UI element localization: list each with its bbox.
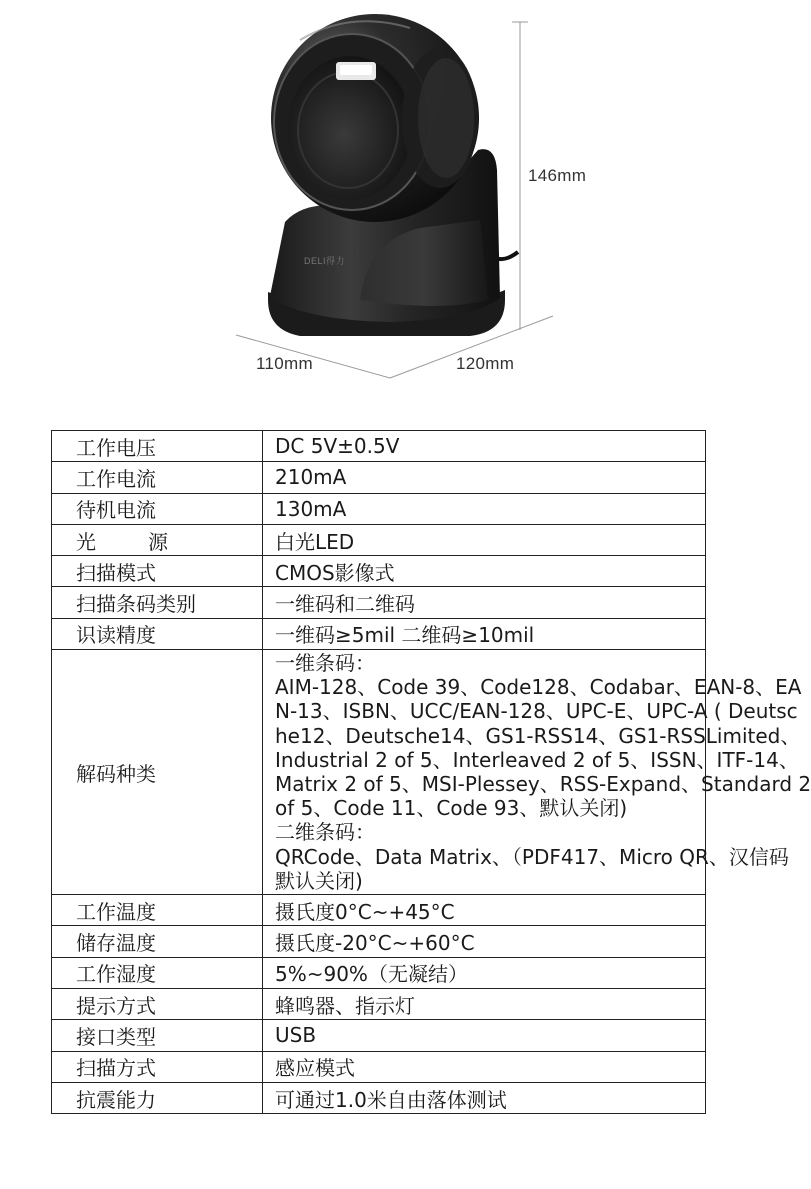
decode-line: N-13、ISBN、UCC/EAN-128、UPC-E、UPC-A ( Deutsc (275, 699, 798, 724)
decode-types-list (263, 650, 811, 895)
spec-row (52, 926, 706, 957)
spec-key: 提示方式 (52, 988, 263, 1019)
spec-table (51, 430, 811, 1114)
spec-value: CMOS影像式 (263, 556, 706, 587)
spec-key: 工作湿度 (52, 957, 263, 988)
spec-key: 抗震能力 (52, 1082, 263, 1113)
spec-value: 摄氏度0°C~+45°C (263, 895, 706, 926)
spec-key-part: 源 (148, 529, 168, 554)
spec-value: 感应模式 (263, 1051, 706, 1082)
spec-row (52, 895, 706, 926)
spec-row (52, 524, 706, 555)
scanner-illustration (0, 0, 750, 400)
spec-value: 白光LED (263, 524, 706, 555)
decode-line: 一维条码： (275, 651, 375, 676)
spec-key: 储存温度 (52, 926, 263, 957)
spec-key: 工作电压 (52, 431, 263, 462)
depth-dimension-label: 120mm (456, 354, 515, 373)
product-image (0, 0, 750, 400)
spec-row (52, 431, 706, 462)
spec-value: 摄氏度-20°C~+60°C (263, 926, 706, 957)
spec-row (52, 462, 706, 493)
spec-row-decode (52, 650, 706, 895)
decode-line: Industrial 2 of 5、Interleaved 2 of 5、ISSN、ITF-14、 (275, 747, 799, 772)
brand-logo: DELI得力 (304, 256, 346, 266)
spec-key: 工作温度 (52, 895, 263, 926)
decode-line: Matrix 2 of 5、MSI-Plessey、RSS-Expand、Standard 2 (275, 772, 811, 797)
spec-key: 工作电流 (52, 462, 263, 493)
spec-key: 接口类型 (52, 1020, 263, 1051)
spec-row (52, 618, 706, 649)
decode-line: 默认关闭) (275, 868, 363, 893)
spec-key: 解码种类 (52, 650, 263, 895)
spec-key: 识读精度 (52, 618, 263, 649)
spec-value: 130mA (263, 493, 706, 524)
decode-line: 二维条码： (275, 820, 375, 845)
spec-value: 一维码和二维码 (263, 587, 706, 618)
decode-line: of 5、Code 11、Code 93、默认关闭) (275, 796, 628, 821)
spec-row (52, 1051, 706, 1082)
spec-key: 扫描条码类别 (52, 587, 263, 618)
spec-row (52, 957, 706, 988)
spec-row (52, 988, 706, 1019)
spec-row (52, 493, 706, 524)
spec-row (52, 556, 706, 587)
spec-row (52, 1020, 706, 1051)
spec-value: 可通过1.0米自由落体测试 (263, 1082, 706, 1113)
decode-line: QRCode、Data Matrix、（PDF417、Micro QR、汉信码 (275, 844, 789, 869)
height-dimension-label: 146mm (528, 166, 587, 185)
spec-value: DC 5V±0.5V (263, 431, 706, 462)
spec-key (52, 524, 263, 555)
spec-value: 蜂鸣器、指示灯 (263, 988, 706, 1019)
spec-row (52, 587, 706, 618)
spec-key: 待机电流 (52, 493, 263, 524)
spec-key: 扫描模式 (52, 556, 263, 587)
spec-row (52, 1082, 706, 1113)
spec-value: USB (263, 1020, 706, 1051)
spec-value: 5%~90%（无凝结） (263, 957, 706, 988)
spec-key-part: 光 (76, 529, 96, 554)
spec-value: 一维码≥5mil 二维码≥10mil (263, 618, 706, 649)
decode-line: he12、Deutsche14、GS1-RSS14、GS1-RSSLimited、 (275, 723, 801, 748)
decode-line: AIM-128、Code 39、Code128、Codabar、EAN-8、EA (275, 675, 802, 700)
spec-key: 扫描方式 (52, 1051, 263, 1082)
width-dimension-label: 110mm (256, 354, 313, 373)
spec-value: 210mA (263, 462, 706, 493)
